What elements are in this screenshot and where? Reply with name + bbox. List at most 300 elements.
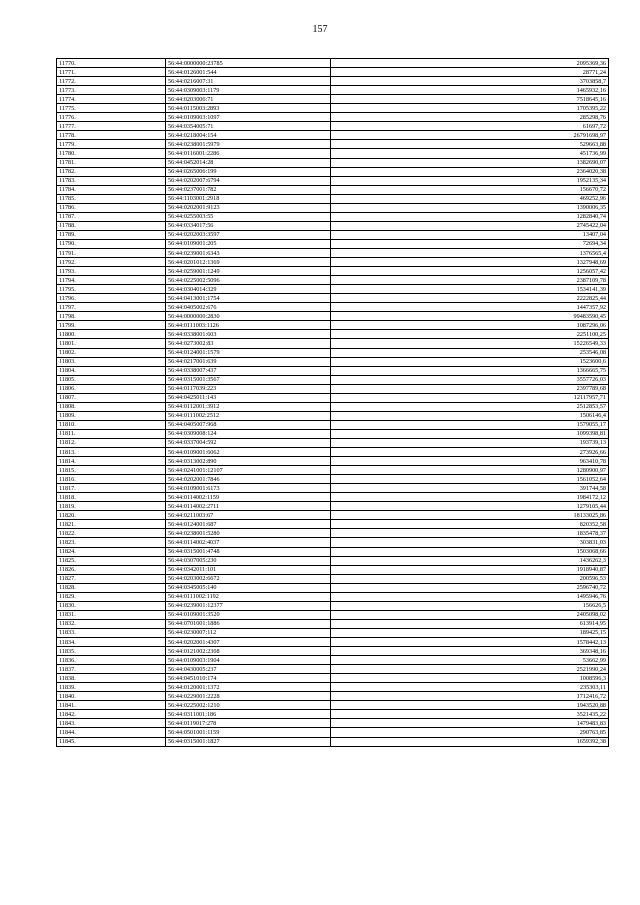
table-row	[57, 701, 609, 710]
row-number-cell: 11814.	[57, 457, 166, 466]
row-number-cell: 11785.	[57, 194, 166, 203]
table-row	[57, 411, 609, 420]
value-cell: 1479483,83	[331, 719, 609, 728]
row-number-cell: 11789.	[57, 230, 166, 239]
row-number-cell: 11822.	[57, 529, 166, 538]
value-cell: 963410,78	[331, 457, 609, 466]
row-number-cell: 11812.	[57, 438, 166, 447]
table-row	[57, 140, 609, 149]
value-cell: 1506146,4	[331, 411, 609, 420]
cadastral-number-cell: 56:44:0313002:890	[166, 457, 331, 466]
cadastral-number-cell: 56:44:0452014:28	[166, 158, 331, 167]
cadastral-number-cell: 56:44:0237001:782	[166, 185, 331, 194]
cadastral-number-cell: 56:44:0315001:3567	[166, 375, 331, 384]
value-cell: 193739,13	[331, 438, 609, 447]
value-cell: 2512853,57	[331, 402, 609, 411]
row-number-cell: 11792.	[57, 258, 166, 267]
cadastral-number-cell: 56:44:0111002:2512	[166, 411, 331, 420]
row-number-cell: 11775.	[57, 104, 166, 113]
row-number-cell: 11796.	[57, 294, 166, 303]
value-cell: 26791698,97	[331, 131, 609, 140]
row-number-cell: 11838.	[57, 674, 166, 683]
value-cell: 3521435,22	[331, 710, 609, 719]
cadastral-number-cell: 56:44:0238001:5979	[166, 140, 331, 149]
row-number-cell: 11776.	[57, 113, 166, 122]
table-row	[57, 638, 609, 647]
row-number-cell: 11842.	[57, 710, 166, 719]
table-row	[57, 113, 609, 122]
table-row	[57, 167, 609, 176]
table-row	[57, 737, 609, 746]
value-cell: 1465932,16	[331, 86, 609, 95]
cadastral-number-cell: 56:44:0114002:2711	[166, 502, 331, 511]
value-cell: 7518645,16	[331, 95, 609, 104]
cadastral-number-cell: 56:44:0230007:112	[166, 628, 331, 637]
row-number-cell: 11799.	[57, 321, 166, 330]
cadastral-number-cell: 56:44:0124001:687	[166, 520, 331, 529]
row-number-cell: 11782.	[57, 167, 166, 176]
table-row	[57, 683, 609, 692]
cadastral-number-cell: 56:44:0425011:143	[166, 393, 331, 402]
value-cell: 1390006,35	[331, 203, 609, 212]
table-row	[57, 502, 609, 511]
cadastral-number-cell: 56:44:0701001:1886	[166, 619, 331, 628]
cadastral-number-cell: 56:44:0239001:12377	[166, 601, 331, 610]
table-row	[57, 104, 609, 113]
table-row	[57, 601, 609, 610]
table-row	[57, 511, 609, 520]
cadastral-number-cell: 56:44:0120001:1372	[166, 683, 331, 692]
row-number-cell: 11828.	[57, 583, 166, 592]
row-number-cell: 11810.	[57, 420, 166, 429]
cadastral-number-cell: 56:44:0501001:1159	[166, 728, 331, 737]
value-cell: 1835478,37	[331, 529, 609, 538]
cadastral-number-cell: 56:44:0119017:278	[166, 719, 331, 728]
row-number-cell: 11772.	[57, 77, 166, 86]
row-number-cell: 11779.	[57, 140, 166, 149]
row-number-cell: 11794.	[57, 276, 166, 285]
value-cell: 1705395,22	[331, 104, 609, 113]
cadastral-number-cell: 56:44:0315001:4748	[166, 547, 331, 556]
row-number-cell: 11818.	[57, 493, 166, 502]
table-row	[57, 628, 609, 637]
table-row	[57, 674, 609, 683]
value-cell: 2222825,44	[331, 294, 609, 303]
cadastral-number-cell: 56:44:0413001:1754	[166, 294, 331, 303]
value-cell: 391744,58	[331, 484, 609, 493]
row-number-cell: 11803.	[57, 357, 166, 366]
table-row	[57, 239, 609, 248]
cadastral-number-cell: 56:44:0112001:3912	[166, 402, 331, 411]
cadastral-number-cell: 56:44:0203002:6672	[166, 574, 331, 583]
cadastral-number-cell: 56:44:0116001:2286	[166, 149, 331, 158]
cadastral-number-cell: 56:44:0241001:12107	[166, 466, 331, 475]
table-row	[57, 574, 609, 583]
cadastral-number-cell: 56:44:0202001:4307	[166, 638, 331, 647]
value-cell: 2364020,38	[331, 167, 609, 176]
value-cell: 1943520,88	[331, 701, 609, 710]
table-row	[57, 285, 609, 294]
cadastral-number-cell: 56:44:0239001:6343	[166, 248, 331, 257]
value-cell: 1099398,81	[331, 429, 609, 438]
table-row	[57, 393, 609, 402]
table-row	[57, 402, 609, 411]
table-row	[57, 710, 609, 719]
cadastral-number-cell: 56:44:0109001:205	[166, 239, 331, 248]
value-cell: 2251100,25	[331, 330, 609, 339]
table-row	[57, 312, 609, 321]
value-cell: 613914,95	[331, 619, 609, 628]
value-cell: 253546,08	[331, 348, 609, 357]
cadastral-number-cell: 56:44:0342011:101	[166, 565, 331, 574]
row-number-cell: 11784.	[57, 185, 166, 194]
row-number-cell: 11790.	[57, 239, 166, 248]
value-cell: 2745422,04	[331, 221, 609, 230]
table-row	[57, 276, 609, 285]
cadastral-number-cell: 56:44:0337004:592	[166, 438, 331, 447]
value-cell: 2521990,24	[331, 665, 609, 674]
cadastral-number-cell: 56:44:0265006:199	[166, 167, 331, 176]
table-row	[57, 339, 609, 348]
table-row	[57, 429, 609, 438]
row-number-cell: 11797.	[57, 303, 166, 312]
cadastral-number-cell: 56:44:0217001:639	[166, 357, 331, 366]
cadastral-number-cell: 56:44:0304014:329	[166, 285, 331, 294]
value-cell: 28771,24	[331, 68, 609, 77]
value-cell: 1376565,4	[331, 248, 609, 257]
cadastral-number-cell: 56:44:0203006:71	[166, 95, 331, 104]
value-cell: 1579055,17	[331, 420, 609, 429]
table-row	[57, 592, 609, 601]
table-row	[57, 221, 609, 230]
value-cell: 1659392,38	[331, 737, 609, 746]
value-cell: 529663,88	[331, 140, 609, 149]
row-number-cell: 11821.	[57, 520, 166, 529]
value-cell: 1503068,66	[331, 547, 609, 556]
table-row	[57, 122, 609, 131]
value-cell: 1256057,42	[331, 267, 609, 276]
row-number-cell: 11831.	[57, 610, 166, 619]
cadastral-number-cell: 56:44:0202007:6794	[166, 176, 331, 185]
value-cell: 1366665,75	[331, 366, 609, 375]
table-row	[57, 692, 609, 701]
table-row	[57, 529, 609, 538]
cadastral-number-cell: 56:44:0307005:230	[166, 556, 331, 565]
value-cell: 1495946,76	[331, 592, 609, 601]
value-cell: 1952135,34	[331, 176, 609, 185]
table-row	[57, 438, 609, 447]
table-row	[57, 194, 609, 203]
table-row	[57, 556, 609, 565]
cadastral-number-cell: 56:44:0315001:1827	[166, 737, 331, 746]
table-row	[57, 583, 609, 592]
row-number-cell: 11783.	[57, 176, 166, 185]
value-cell: 3703858,7	[331, 77, 609, 86]
cadastral-number-cell: 56:44:0109001:6062	[166, 448, 331, 457]
table-row	[57, 466, 609, 475]
table-row	[57, 665, 609, 674]
table-row	[57, 384, 609, 393]
cadastral-number-cell: 56:44:0109003:1097	[166, 113, 331, 122]
row-number-cell: 11771.	[57, 68, 166, 77]
table-row	[57, 303, 609, 312]
value-cell: 12117957,71	[331, 393, 609, 402]
table-row	[57, 348, 609, 357]
cadastral-number-cell: 56:44:0000000:23785	[166, 59, 331, 68]
row-number-cell: 11836.	[57, 656, 166, 665]
cadastral-number-cell: 56:44:0109003:1904	[166, 656, 331, 665]
row-number-cell: 11829.	[57, 592, 166, 601]
page-number: 157	[312, 24, 328, 35]
row-number-cell: 11778.	[57, 131, 166, 140]
cadastral-number-cell: 56:44:0229001:2228	[166, 692, 331, 701]
value-cell: 1382690,07	[331, 158, 609, 167]
table-row	[57, 131, 609, 140]
value-cell: 53662,99	[331, 656, 609, 665]
row-number-cell: 11804.	[57, 366, 166, 375]
cadastral-number-cell: 56:44:0334017:56	[166, 221, 331, 230]
value-cell: 469252,96	[331, 194, 609, 203]
cadastral-number-cell: 56:44:0109001:6173	[166, 484, 331, 493]
table-row	[57, 95, 609, 104]
value-cell: 18133025,86	[331, 511, 609, 520]
cadastral-number-cell: 56:44:0114002:4037	[166, 538, 331, 547]
row-number-cell: 11817.	[57, 484, 166, 493]
row-number-cell: 11816.	[57, 475, 166, 484]
row-number-cell: 11844.	[57, 728, 166, 737]
cadastral-number-cell: 56:44:0117039:223	[166, 384, 331, 393]
cadastral-number-cell: 56:44:0225002:5096	[166, 276, 331, 285]
table-row	[57, 647, 609, 656]
cadastral-number-cell: 56:44:0345005:140	[166, 583, 331, 592]
row-number-cell: 11823.	[57, 538, 166, 547]
row-number-cell: 11837.	[57, 665, 166, 674]
value-cell: 3557726,03	[331, 375, 609, 384]
table-row	[57, 230, 609, 239]
table-body	[57, 59, 609, 747]
cadastral-number-cell: 56:44:0259001:1249	[166, 267, 331, 276]
table-row	[57, 59, 609, 68]
row-number-cell: 11786.	[57, 203, 166, 212]
row-number-cell: 11801.	[57, 339, 166, 348]
row-number-cell: 11809.	[57, 411, 166, 420]
table-row	[57, 185, 609, 194]
cadastral-number-cell: 56:44:0216007:31	[166, 77, 331, 86]
cadastral-number-cell: 56:44:0451010:174	[166, 674, 331, 683]
row-number-cell: 11843.	[57, 719, 166, 728]
row-number-cell: 11795.	[57, 285, 166, 294]
value-cell: 156626,5	[331, 601, 609, 610]
value-cell: 1447357,92	[331, 303, 609, 312]
row-number-cell: 11841.	[57, 701, 166, 710]
cadastral-number-cell: 56:44:0111003:1126	[166, 321, 331, 330]
table-row	[57, 475, 609, 484]
table-row	[57, 176, 609, 185]
row-number-cell: 11840.	[57, 692, 166, 701]
table-row	[57, 366, 609, 375]
value-cell: 303831,03	[331, 538, 609, 547]
value-cell: 273926,66	[331, 448, 609, 457]
table-row	[57, 258, 609, 267]
table-row	[57, 321, 609, 330]
row-number-cell: 11807.	[57, 393, 166, 402]
value-cell: 2596740,72	[331, 583, 609, 592]
value-cell: 2095369,36	[331, 59, 609, 68]
value-cell: 1523600,6	[331, 357, 609, 366]
value-cell: 189425,15	[331, 628, 609, 637]
value-cell: 15226549,33	[331, 339, 609, 348]
table-row	[57, 565, 609, 574]
value-cell: 61697,72	[331, 122, 609, 131]
row-number-cell: 11805.	[57, 375, 166, 384]
table-row	[57, 330, 609, 339]
table-row	[57, 728, 609, 737]
row-number-cell: 11834.	[57, 638, 166, 647]
row-number-cell: 11773.	[57, 86, 166, 95]
cadastral-number-cell: 56:44:0255003:55	[166, 212, 331, 221]
row-number-cell: 11811.	[57, 429, 166, 438]
row-number-cell: 11819.	[57, 502, 166, 511]
value-cell: 1327948,69	[331, 258, 609, 267]
table-row	[57, 493, 609, 502]
row-number-cell: 11808.	[57, 402, 166, 411]
cadastral-number-cell: 56:44:0202001:7846	[166, 475, 331, 484]
cadastral-number-cell: 56:44:0338001:603	[166, 330, 331, 339]
cadastral-number-cell: 56:44:0273002:83	[166, 339, 331, 348]
table-row	[57, 357, 609, 366]
cadastral-number-cell: 56:44:0126001:544	[166, 68, 331, 77]
cadastral-number-cell: 56:44:0202001:9123	[166, 203, 331, 212]
cadastral-number-cell: 56:44:0405007:968	[166, 420, 331, 429]
row-number-cell: 11830.	[57, 601, 166, 610]
value-cell: 290763,85	[331, 728, 609, 737]
row-number-cell: 11800.	[57, 330, 166, 339]
row-number-cell: 11820.	[57, 511, 166, 520]
row-number-cell: 11777.	[57, 122, 166, 131]
cadastral-number-cell: 56:44:0309003:1179	[166, 86, 331, 95]
table-row	[57, 86, 609, 95]
table-row	[57, 610, 609, 619]
row-number-cell: 11826.	[57, 565, 166, 574]
value-cell: 1534141,39	[331, 285, 609, 294]
cadastral-number-cell: 56:44:0111002:1192	[166, 592, 331, 601]
value-cell: 13407,04	[331, 230, 609, 239]
table-row	[57, 158, 609, 167]
row-number-cell: 11770.	[57, 59, 166, 68]
cadastral-number-cell: 56:44:0405002:676	[166, 303, 331, 312]
value-cell: 72694,34	[331, 239, 609, 248]
value-cell: 1087296,06	[331, 321, 609, 330]
table-row	[57, 203, 609, 212]
table-row	[57, 484, 609, 493]
cadastral-number-cell: 56:44:0109001:3520	[166, 610, 331, 619]
value-cell: 1578442,13	[331, 638, 609, 647]
value-cell: 2405098,02	[331, 610, 609, 619]
row-number-cell: 11827.	[57, 574, 166, 583]
cadastral-number-cell: 56:44:0354005:71	[166, 122, 331, 131]
value-cell: 1436262,3	[331, 556, 609, 565]
table-row	[57, 267, 609, 276]
cadastral-number-cell: 56:44:1103001:2918	[166, 194, 331, 203]
value-cell: 200596,53	[331, 574, 609, 583]
cadastral-number-cell: 56:44:0238001:5280	[166, 529, 331, 538]
row-number-cell: 11806.	[57, 384, 166, 393]
cadastral-number-cell: 56:44:0211003:67	[166, 511, 331, 520]
cadastral-number-cell: 56:44:0430005:237	[166, 665, 331, 674]
table-row	[57, 375, 609, 384]
value-cell: 235303,11	[331, 683, 609, 692]
row-number-cell: 11813.	[57, 448, 166, 457]
value-cell: 285298,76	[331, 113, 609, 122]
table-row	[57, 77, 609, 86]
table-row	[57, 294, 609, 303]
row-number-cell: 11815.	[57, 466, 166, 475]
value-cell: 1712416,72	[331, 692, 609, 701]
row-number-cell: 11824.	[57, 547, 166, 556]
cadastral-number-cell: 56:44:0000000:2830	[166, 312, 331, 321]
cadastral-number-cell: 56:44:0218004:154	[166, 131, 331, 140]
value-cell: 1008596,3	[331, 674, 609, 683]
value-cell: 1918940,87	[331, 565, 609, 574]
value-cell: 369348,16	[331, 647, 609, 656]
cadastral-number-cell: 56:44:0225002:1210	[166, 701, 331, 710]
row-number-cell: 11781.	[57, 158, 166, 167]
cadastral-number-cell: 56:44:0124001:1579	[166, 348, 331, 357]
value-cell: 156670,72	[331, 185, 609, 194]
cadastral-number-cell: 56:44:0309008:124	[166, 429, 331, 438]
table-row	[57, 248, 609, 257]
table-row	[57, 547, 609, 556]
table-row	[57, 448, 609, 457]
value-cell: 1280900,97	[331, 466, 609, 475]
row-number-cell: 11835.	[57, 647, 166, 656]
row-number-cell: 11793.	[57, 267, 166, 276]
table-row	[57, 212, 609, 221]
row-number-cell: 11774.	[57, 95, 166, 104]
value-cell: 2397789,68	[331, 384, 609, 393]
cadastral-number-cell: 56:44:0115003:2893	[166, 104, 331, 113]
table-row	[57, 68, 609, 77]
value-cell: 1282840,74	[331, 212, 609, 221]
value-cell: 2387109,78	[331, 276, 609, 285]
value-cell: 1279105,44	[331, 502, 609, 511]
row-number-cell: 11832.	[57, 619, 166, 628]
table-row	[57, 149, 609, 158]
row-number-cell: 11787.	[57, 212, 166, 221]
cadastral-number-cell: 56:44:0338007:437	[166, 366, 331, 375]
value-cell: 1561052,64	[331, 475, 609, 484]
table-row	[57, 420, 609, 429]
cadastral-number-cell: 56:44:0201012:1369	[166, 258, 331, 267]
row-number-cell: 11802.	[57, 348, 166, 357]
table-row	[57, 520, 609, 529]
row-number-cell: 11845.	[57, 737, 166, 746]
value-cell: 451736,99	[331, 149, 609, 158]
value-cell: 820352,58	[331, 520, 609, 529]
row-number-cell: 11825.	[57, 556, 166, 565]
value-cell: 99483590,45	[331, 312, 609, 321]
table-row	[57, 457, 609, 466]
table-row	[57, 719, 609, 728]
cadastral-number-cell: 56:44:0311001:186	[166, 710, 331, 719]
row-number-cell: 11833.	[57, 628, 166, 637]
cadastral-number-cell: 56:44:0202003:3597	[166, 230, 331, 239]
row-number-cell: 11839.	[57, 683, 166, 692]
table-row	[57, 538, 609, 547]
table-row	[57, 656, 609, 665]
row-number-cell: 11791.	[57, 248, 166, 257]
cadastral-number-cell: 56:44:0121002:2308	[166, 647, 331, 656]
